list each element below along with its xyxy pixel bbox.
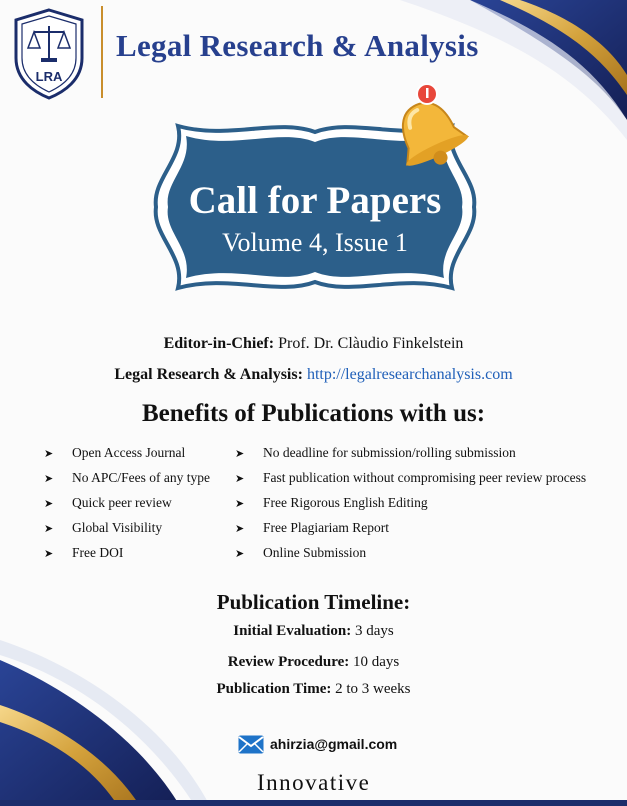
- bottom-strip: [0, 800, 627, 806]
- benefits-title: Benefits of Publications with us:: [141, 400, 486, 427]
- benefit-item: ➤ Free DOI: [44, 545, 124, 560]
- brand-name: Innovative: [257, 770, 371, 795]
- editor-line: [0, 335, 627, 353]
- benefit-item: ➤ Quick peer review: [44, 495, 172, 510]
- arrow-bullet-icon: ➤: [235, 522, 245, 535]
- benefit-item: ➤ Open Access Journal: [44, 445, 186, 460]
- contact-email[interactable]: ahirzia@gmail.com: [270, 736, 398, 752]
- timeline-item: Review Procedure: 10 days: [227, 654, 400, 670]
- benefit-item: ➤ Free Plagiariam Report: [235, 520, 389, 535]
- website-line: [0, 366, 627, 384]
- timeline-item: Publication Time: 2 to 3 weeks: [216, 681, 411, 697]
- editor-name: Prof. Dr. Clàudio Finkelstein: [278, 335, 464, 352]
- arrow-bullet-icon: ➤: [44, 547, 54, 560]
- bell-icon: [385, 80, 475, 176]
- arrow-bullet-icon: ➤: [235, 447, 245, 460]
- header-divider: [101, 6, 103, 98]
- arrow-bullet-icon: ➤: [44, 472, 54, 485]
- arrow-bullet-icon: ➤: [235, 547, 245, 560]
- journal-title: Legal Research & Analysis: [116, 28, 479, 63]
- arrow-bullet-icon: ➤: [44, 522, 54, 535]
- arrow-bullet-icon: ➤: [235, 472, 245, 485]
- arrow-bullet-icon: ➤: [44, 447, 54, 460]
- mail-icon: [238, 735, 264, 754]
- benefit-item: ➤ Global Visibility: [44, 520, 163, 535]
- arrow-bullet-icon: ➤: [235, 497, 245, 510]
- arrow-bullet-icon: ➤: [44, 497, 54, 510]
- benefit-item: ➤ Free Rigorous English Editing: [235, 495, 428, 510]
- volume-issue: Volume 4, Issue 1: [222, 228, 408, 257]
- benefit-item: ➤ Fast publication without compromising peer review process: [235, 470, 587, 485]
- svg-text:LRA: LRA: [35, 69, 63, 84]
- call-title: Call for Papers: [188, 179, 442, 222]
- benefit-item: ➤ No deadline for submission/rolling submission: [235, 445, 516, 460]
- benefit-item: ➤ No APC/Fees of any type: [44, 470, 210, 485]
- lra-logo: [12, 8, 86, 100]
- benefit-item: ➤ Online Submission: [235, 545, 367, 560]
- timeline-title: Publication Timeline:: [216, 590, 411, 614]
- editor-label: Editor-in-Chief:: [163, 335, 275, 352]
- website-label: Legal Research & Analysis:: [114, 366, 303, 383]
- website-link[interactable]: http://legalresearchanalysis.com: [306, 366, 513, 383]
- timeline-item: Initial Evaluation: 3 days: [233, 623, 394, 639]
